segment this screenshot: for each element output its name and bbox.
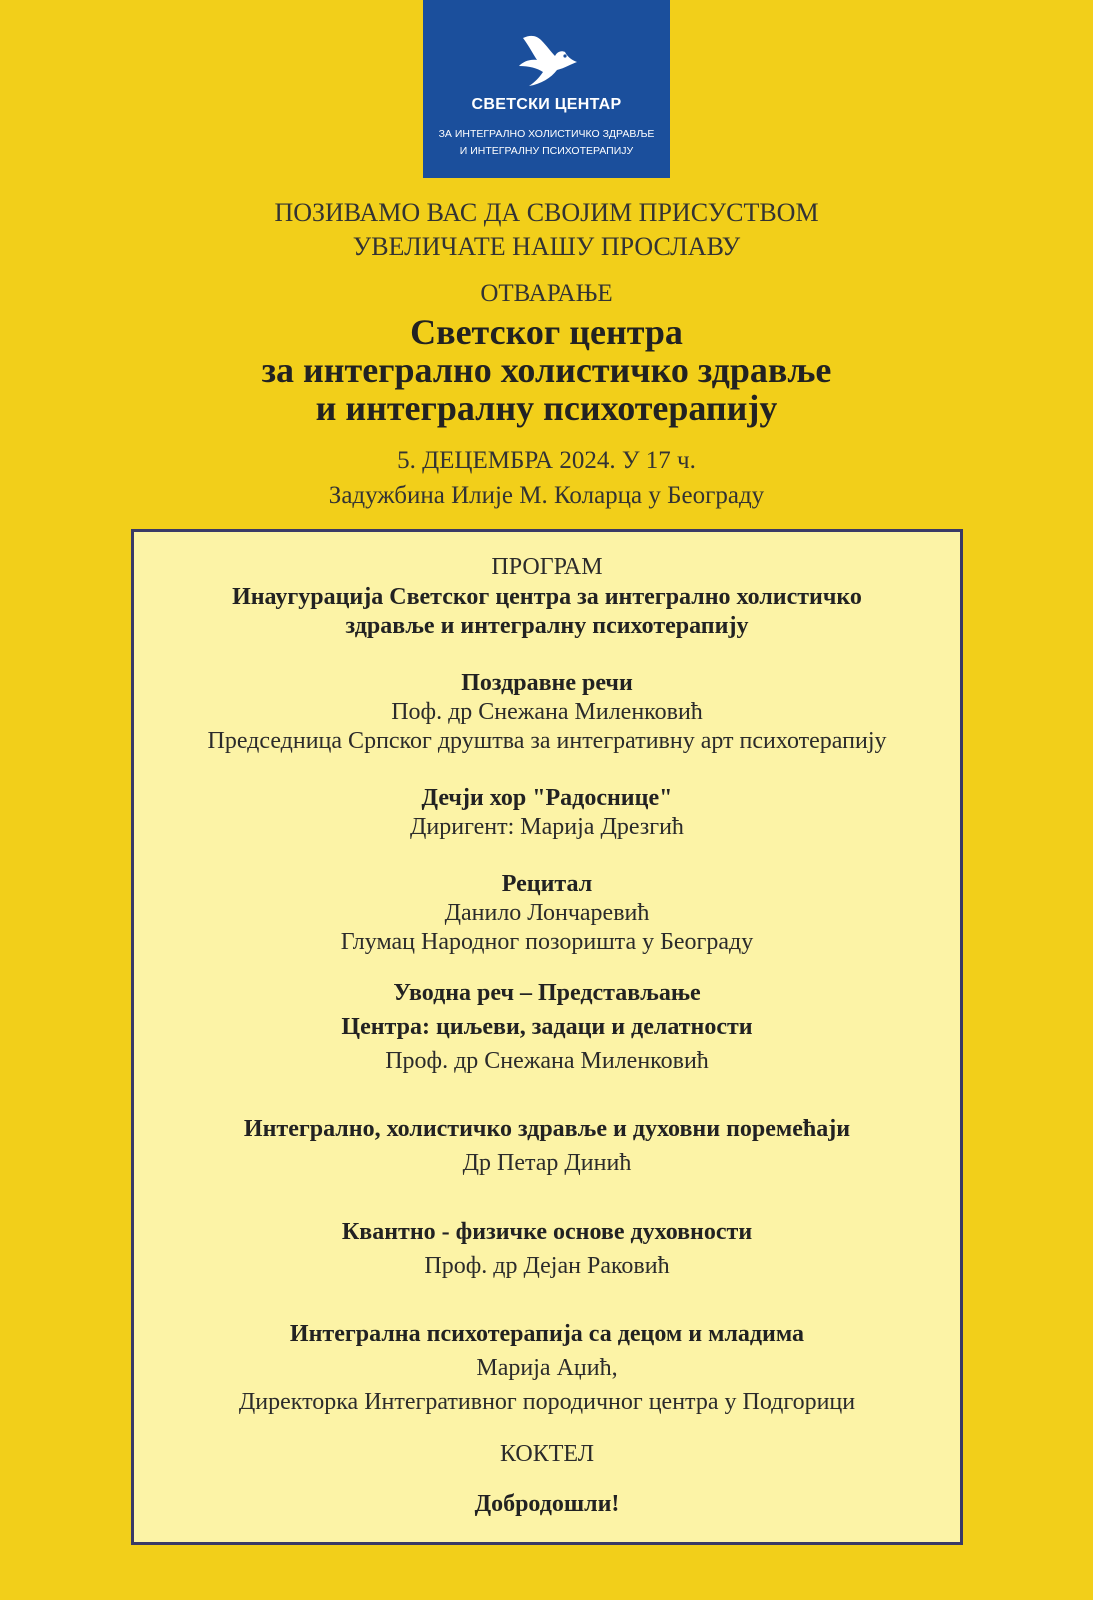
program-heading: ПРОГРАМ [491, 554, 603, 580]
program-box [131, 529, 963, 1545]
logo-subtitle-line2: И ИНТЕГРАЛНУ ПСИХОТЕРАПИЈУ [459, 145, 634, 157]
talk3-speaker: Марија Аџић, [476, 1355, 618, 1381]
talk1-speaker: Др Петар Динић [462, 1150, 632, 1176]
event-title-line3: и интегралну психотерапију [315, 388, 778, 428]
event-date: 5. ДЕЦЕМБРА 2024. У 17 ч. [397, 447, 696, 474]
logo [423, 0, 670, 178]
greetings-title: Поздравне речи [461, 670, 633, 696]
welcome-text: Добродошли! [474, 1491, 620, 1517]
event-venue: Задужбина Илије М. Коларца у Београду [328, 482, 765, 509]
logo-subtitle [423, 126, 670, 160]
inauguration-line2: здравље и интегралну психотерапију [345, 613, 749, 639]
invitation-line2: УВЕЛИЧАТЕ НАШУ ПРОСЛАВУ [352, 232, 741, 261]
choir-conductor: Диригент: Марија Дрезгић [410, 814, 684, 840]
choir-title: Дечји хор "Радоснице" [421, 785, 673, 811]
invitation-line1: ПОЗИВАМО ВАС ДА СВОЈИМ ПРИСУСТВОМ [274, 198, 819, 227]
intro-title-line2: Центра: циљеви, задаци и делатности [341, 1014, 753, 1040]
logo-subtitle-line1: ЗА ИНТЕГРАЛНО ХОЛИСТИЧКО ЗДРАВЉЕ [438, 128, 655, 140]
event-title-line2: за интегрално холистичко здравље [261, 350, 832, 390]
intro-speaker: Проф. др Снежана Миленковић [385, 1048, 709, 1074]
talk3-role: Директорка Интегративног породичног центра у Подгорици [238, 1389, 856, 1415]
event-title [0, 313, 1093, 427]
inauguration-line1: Инаугурација Светског центра за интегрално холистичко [232, 584, 862, 610]
talk3-title: Интегрална психотерапија са децом и младима [289, 1321, 805, 1347]
intro-title-line1: Уводна реч – Представљање [393, 980, 701, 1006]
logo-title: СВЕТСКИ ЦЕНТАР [471, 96, 622, 113]
dove-icon [515, 32, 579, 88]
talk1-title: Интегрално, холистичко здравље и духовни поремећаји [243, 1116, 851, 1142]
recital-performer: Данило Лончаревић [444, 900, 650, 926]
greetings-role: Председница Српског друштва за интегративну арт психотерапију [207, 728, 887, 754]
recital-role: Глумац Народног позоришта у Београду [340, 929, 754, 955]
invitation [0, 196, 1093, 264]
opening-label: ОТВАРАЊЕ [480, 280, 613, 307]
talk2-speaker: Проф. др Дејан Раковић [424, 1253, 670, 1279]
talk2-title: Квантно - физичке основе духовности [341, 1219, 753, 1245]
event-title-line1: Светског центра [410, 312, 683, 352]
recital-title: Рецитал [501, 871, 593, 897]
greetings-speaker: Поф. др Снежана Миленковић [391, 699, 703, 725]
cocktail-label: КОКТЕЛ [499, 1441, 595, 1467]
